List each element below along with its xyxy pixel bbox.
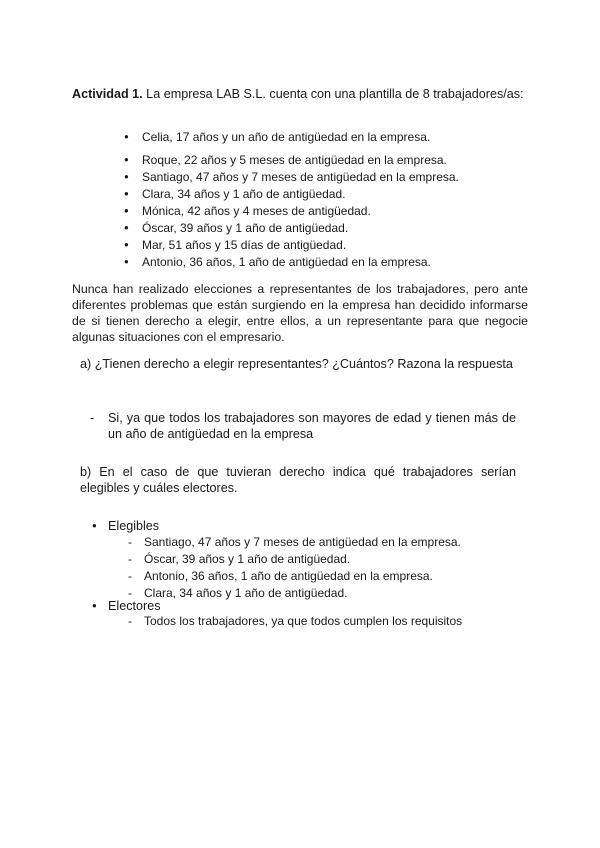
list-item: ● Roque, 22 años y 5 meses de antigüedad en la empresa. xyxy=(72,152,528,169)
workers-list xyxy=(72,129,528,271)
list-item: - Santiago, 47 años y 7 meses de antigüedad en la empresa. xyxy=(128,534,461,551)
list-item: - Antonio, 36 años, 1 año de antigüedad en la empresa. xyxy=(128,568,461,585)
electores-heading xyxy=(92,598,161,614)
activity-intro-text: La empresa LAB S.L. cuenta con una plantilla de 8 trabajadores/as: xyxy=(142,87,524,101)
list-item: - Óscar, 39 años y 1 año de antigüedad. xyxy=(128,551,461,568)
elegibles-label: Elegibles xyxy=(108,519,160,533)
answer-a-text: Si, ya que todos los trabajadores son mayores de edad y tienen más de un año de antigüedad en la empresa xyxy=(108,411,516,441)
list-item: ● Antonio, 36 años, 1 año de antigüedad en la empresa. xyxy=(72,254,528,271)
elegibles-heading xyxy=(92,518,159,534)
electores-list xyxy=(128,613,462,630)
elegibles-list xyxy=(128,534,461,602)
question-b: b) En el caso de que tuvieran derecho indica qué trabajadores serían elegibles y cuáles electores. xyxy=(80,465,516,495)
list-item: ● Óscar, 39 años y 1 año de antigüedad. xyxy=(72,220,528,237)
answer-a xyxy=(90,410,516,442)
list-item: ● Santiago, 47 años y 7 meses de antigüedad en la empresa. xyxy=(72,169,528,186)
list-item: ● Celia, 17 años y un año de antigüedad en la empresa. xyxy=(72,129,528,146)
list-item: ● Mar, 51 años y 15 días de antigüedad. xyxy=(72,237,528,254)
question-a: a) ¿Tienen derecho a elegir representantes? ¿Cuántos? Razona la respuesta xyxy=(80,357,513,371)
list-item: - Todos los trabajadores, ya que todos cumplen los requisitos xyxy=(128,613,462,630)
electores-label: Electores xyxy=(108,599,161,613)
list-item: ● Clara, 34 años y 1 año de antigüedad. xyxy=(72,186,528,203)
activity-label: Actividad 1. xyxy=(72,87,143,101)
dash-marker: - xyxy=(90,411,95,425)
activity-intro xyxy=(72,86,528,102)
list-item: - Clara, 34 años y 1 año de antigüedad. xyxy=(128,585,461,602)
context-paragraph: Nunca han realizado elecciones a representantes de los trabajadores, pero ante diferentes problemas que están surgiendo en la empresa han decidido informarse de si tienen derecho a elegir, entre ellos, a un representante para que negocie algunas situaciones con el empresario. xyxy=(72,282,528,344)
list-item: ● Mónica, 42 años y 4 meses de antigüedad. xyxy=(72,203,528,220)
